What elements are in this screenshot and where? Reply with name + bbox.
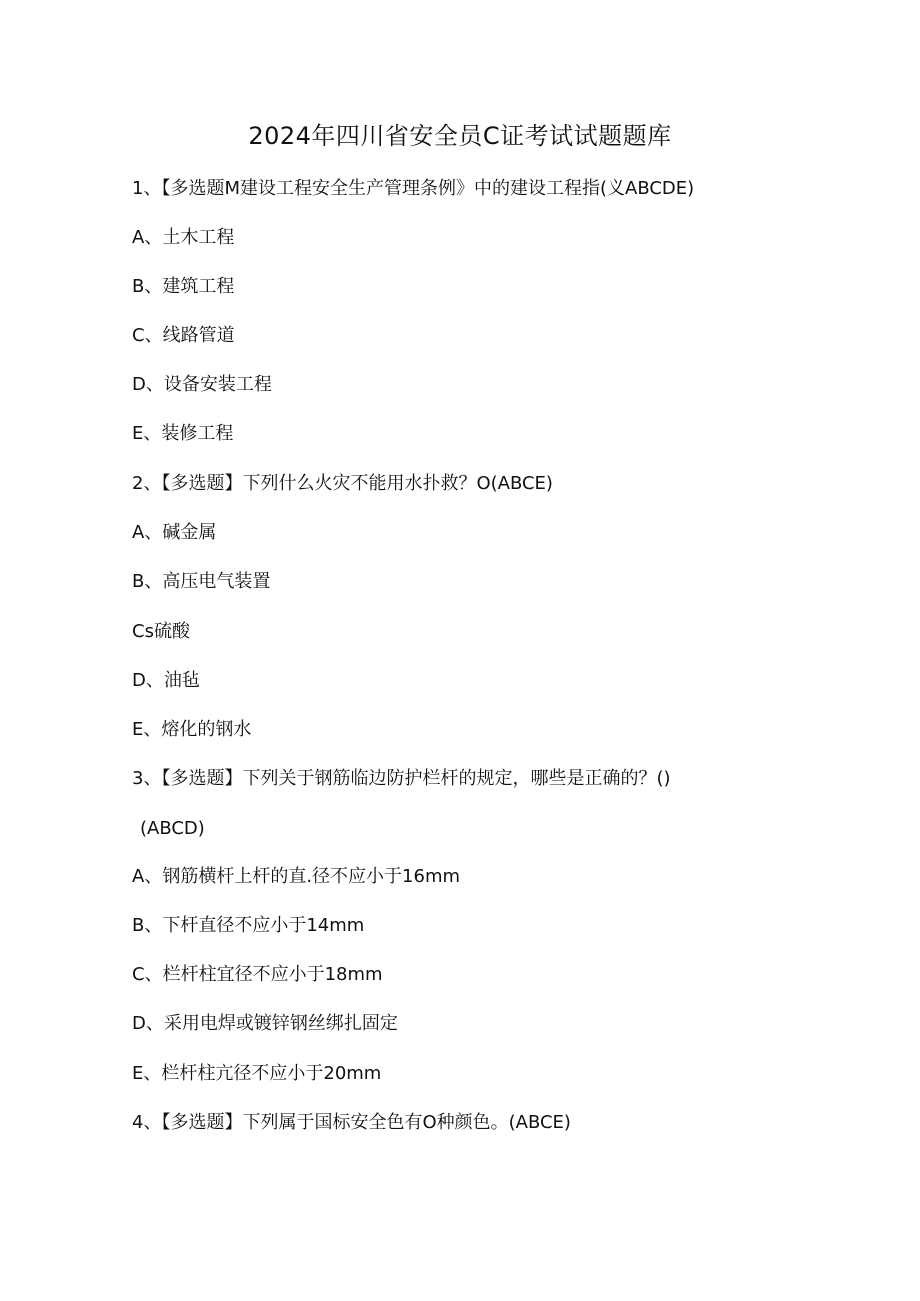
question-1: 1、【多选题M建设工程安全生产管理条例》中的建设工程指(义ABCDE) <box>132 178 695 199</box>
option-1b: B、建筑工程 <box>132 276 235 297</box>
option-1e: E、装修工程 <box>132 423 234 444</box>
document-title: 2024年四川省安全员C证考试试题题库 <box>248 122 672 150</box>
option-2d: D、油毡 <box>132 670 200 691</box>
option-2b: B、高压电气装置 <box>132 571 271 592</box>
question-3: 3、【多选题】下列关于钢筋临边防护栏杆的规定，哪些是正确的？() <box>132 768 671 789</box>
question-4: 4、【多选题】下列属于国标安全色有O种颜色。(ABCE) <box>132 1112 571 1133</box>
option-1d: D、设备安装工程 <box>132 374 272 395</box>
question-2: 2、【多选题】下列什么火灾不能用水扑救？O(ABCE) <box>132 473 553 494</box>
option-1a: A、土木工程 <box>132 227 235 248</box>
option-2e: E、熔化的钢水 <box>132 719 252 740</box>
option-3b: B、下杆直径不应小于14mm <box>132 915 365 936</box>
option-3a: A、钢筋横杆上杆的直.径不应小于16mm <box>132 866 461 887</box>
option-2a: A、碱金属 <box>132 522 217 543</box>
option-1c: C、线路管道 <box>132 325 235 346</box>
question-3-answer: (ABCD) <box>140 818 205 839</box>
option-3d: D、采用电焊或镀锌钢丝绑扎固定 <box>132 1013 398 1034</box>
option-3c: C、栏杆柱宜径不应小于18mm <box>132 964 383 985</box>
option-3e: E、栏杆柱亢径不应小于20mm <box>132 1063 382 1084</box>
option-2c: Cs硫酸 <box>132 621 190 642</box>
